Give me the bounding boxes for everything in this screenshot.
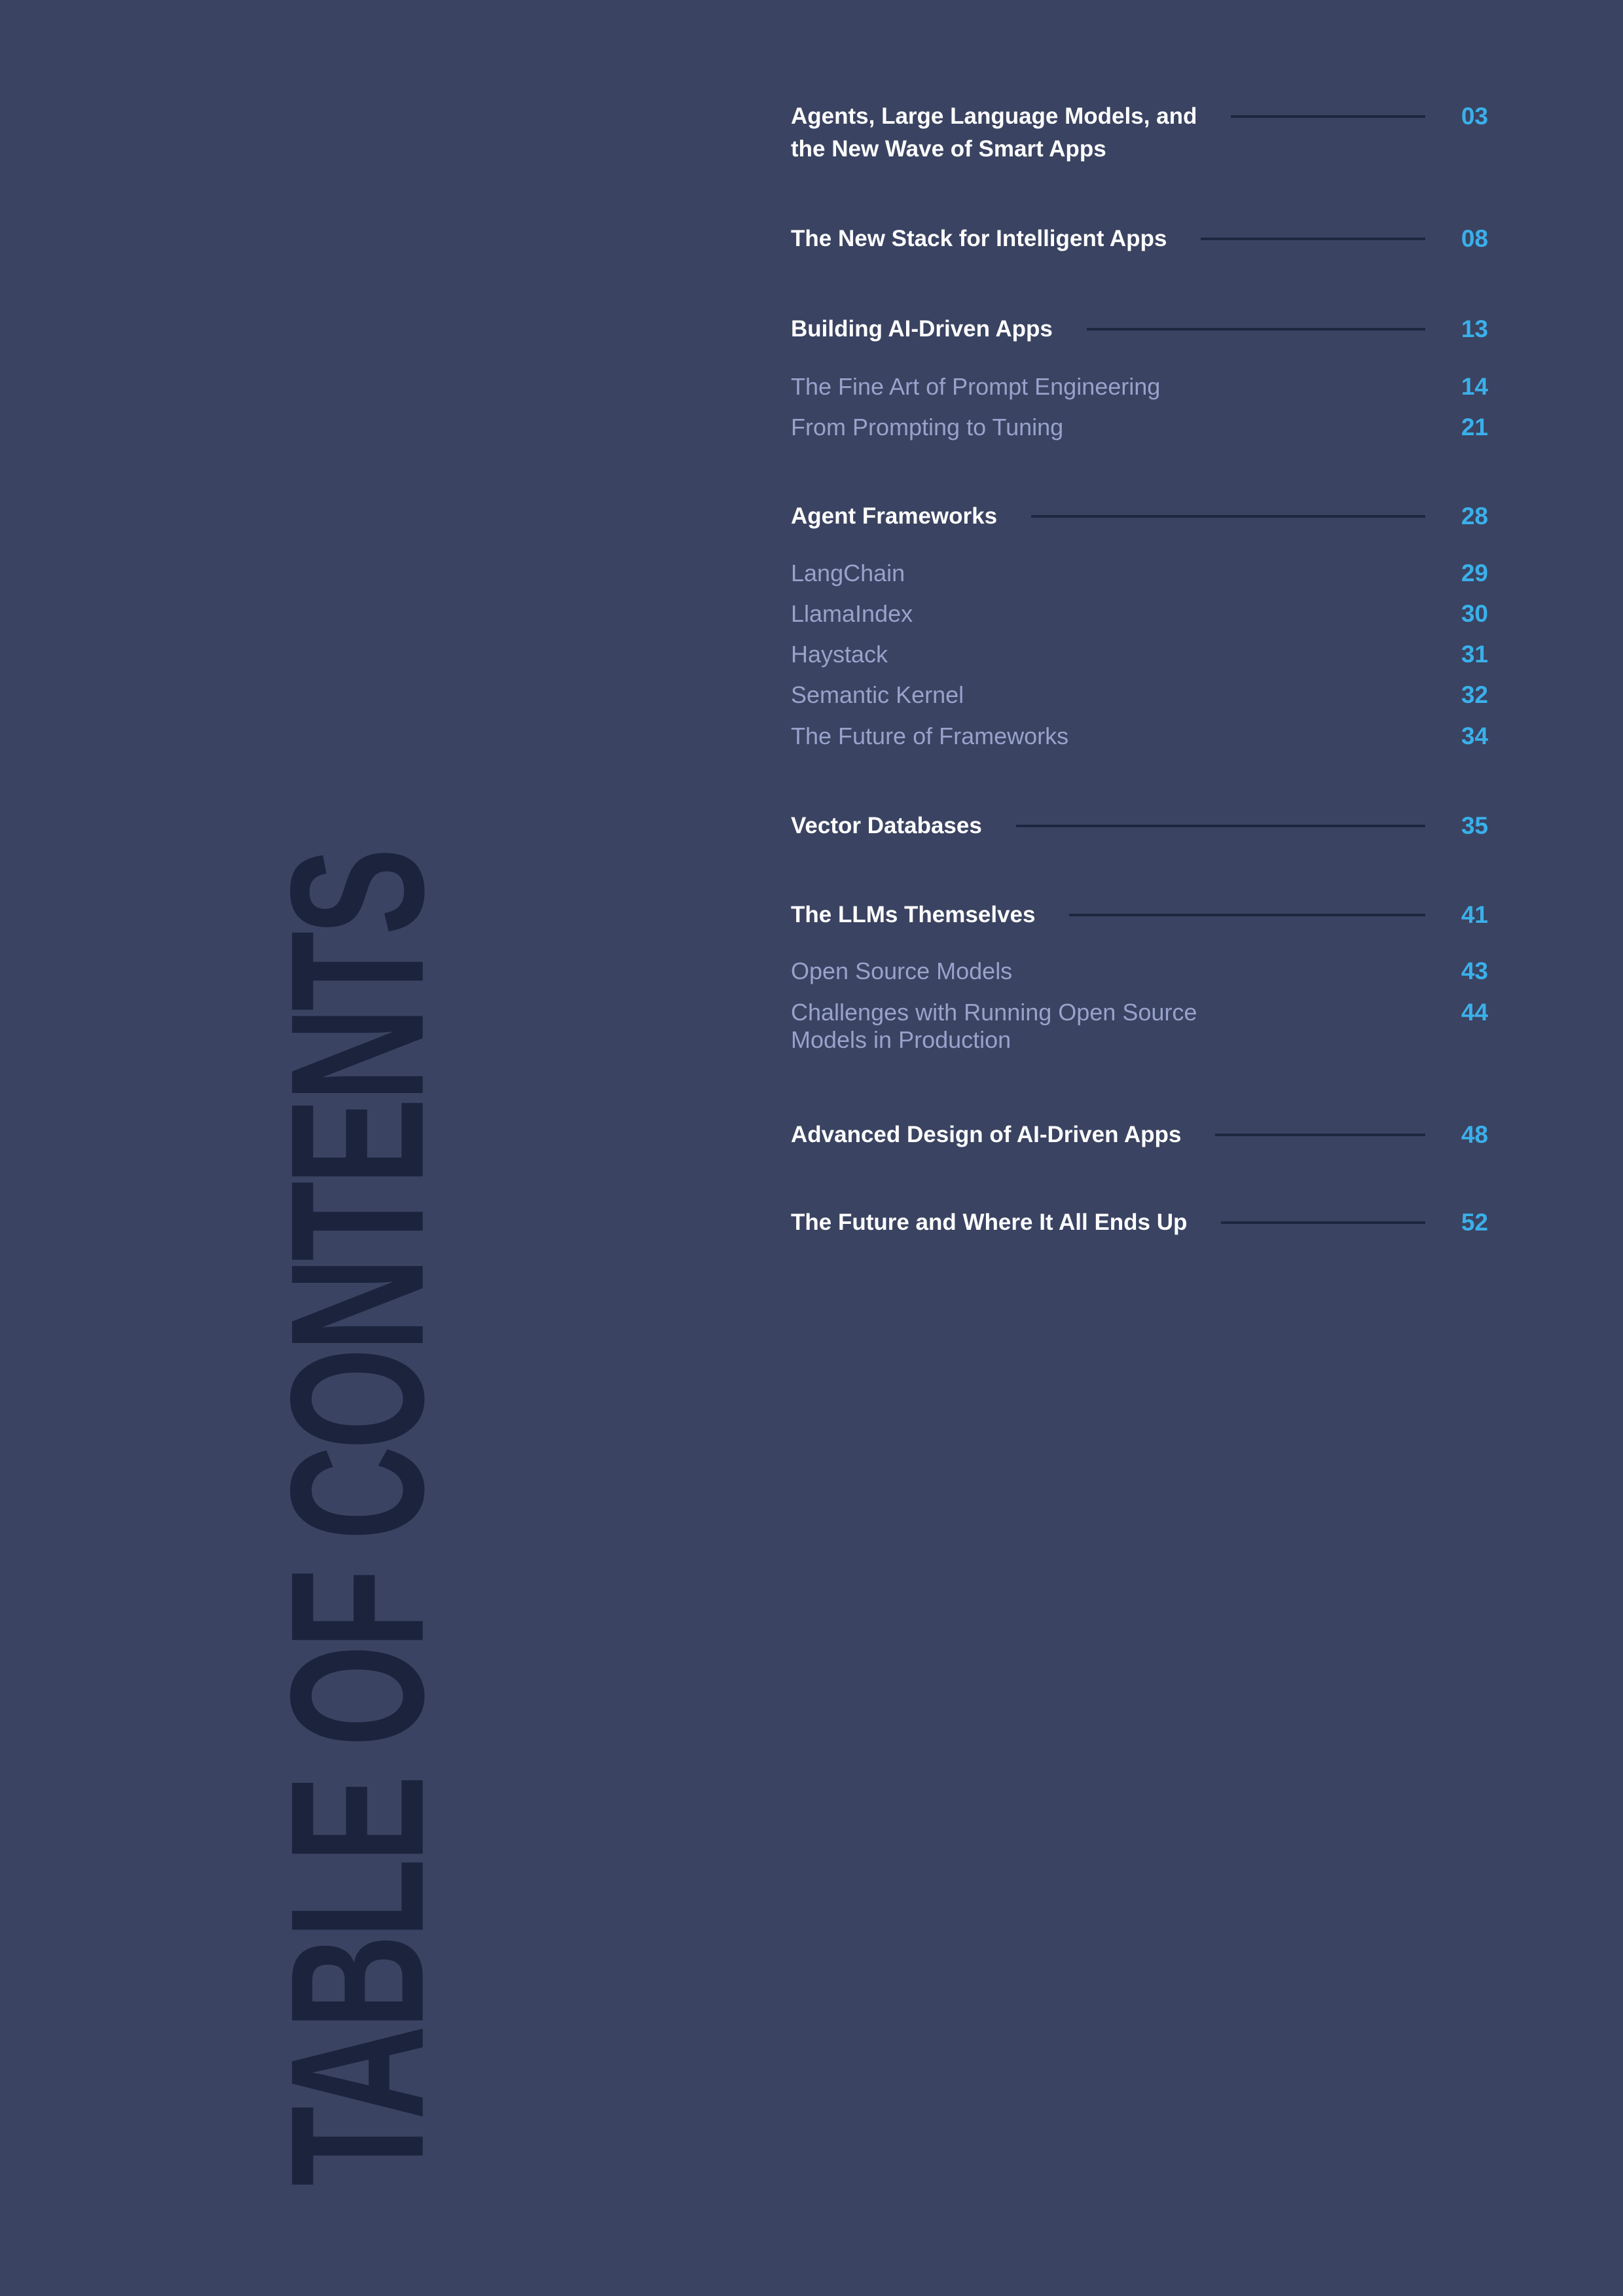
page-number: 21 [1461,414,1488,440]
toc-section-semantic-kernel[interactable] [791,681,1488,709]
toc-chapter-new-stack[interactable] [791,223,1488,255]
leader-rule [1215,1134,1425,1136]
chapter-title-line-2: the New Wave of Smart Apps [791,136,1106,162]
toc-chapter-llms-themselves[interactable] [791,899,1488,931]
page-number: 52 [1461,1209,1488,1236]
chapter-title-line-1: Agents, Large Language Models, and [791,103,1197,129]
section-title [791,999,1197,1054]
chapter-title: The Future and Where It All Ends Up [791,1210,1188,1235]
toc-chapter-agent-frameworks[interactable] [791,500,1488,533]
toc-chapter-vector-databases[interactable] [791,810,1488,842]
toc-section-challenges-open-source[interactable] [791,999,1488,1054]
section-title: The Fine Art of Prompt Engineering [791,373,1161,400]
toc-section-langchain[interactable] [791,560,1488,587]
leader-rule [1221,1221,1425,1224]
chapter-title: Building AI-Driven Apps [791,316,1053,342]
toc-chapter-building-ai-apps[interactable] [791,313,1488,346]
leader-rule [1231,115,1425,118]
page-title: TABLE OF CONTENTS [251,852,464,2186]
toc-section-llamaindex[interactable] [791,600,1488,628]
leader-rule [1201,238,1425,240]
chapter-title: Agent Frameworks [791,503,998,529]
page-number: 31 [1461,641,1488,668]
section-title: From Prompting to Tuning [791,414,1064,440]
toc-section-haystack[interactable] [791,641,1488,668]
page-number: 30 [1461,600,1488,627]
section-title-line-1: Challenges with Running Open Source [791,999,1197,1026]
leader-rule [1069,914,1425,916]
page-number: 13 [1461,315,1488,342]
toc-section-prompting-to-tuning[interactable] [791,414,1488,441]
toc-chapter-advanced-design[interactable] [791,1119,1488,1151]
page-number: 29 [1461,560,1488,586]
page-number: 35 [1461,812,1488,839]
table-of-contents [791,0,1488,2296]
section-title-line-2: Models in Production [791,1026,1012,1053]
leader-rule [1087,328,1425,331]
page-number: 28 [1461,503,1488,529]
leader-rule [1016,825,1425,827]
section-title: LlamaIndex [791,600,913,627]
page-number: 14 [1461,373,1488,400]
chapter-title [791,100,1197,166]
section-title: LangChain [791,560,905,586]
page-number: 34 [1461,723,1488,749]
toc-section-prompt-engineering[interactable] [791,373,1488,401]
section-title: Semantic Kernel [791,681,964,708]
toc-section-future-frameworks[interactable] [791,723,1488,750]
page-number: 32 [1461,681,1488,708]
toc-section-open-source-models[interactable] [791,958,1488,985]
toc-chapter-agents-llms[interactable] [791,100,1488,166]
toc-chapter-future-ends-up[interactable] [791,1206,1488,1239]
section-title: Open Source Models [791,958,1013,984]
chapter-title: Advanced Design of AI-Driven Apps [791,1122,1182,1147]
page-number: 03 [1461,103,1488,130]
page-number: 08 [1461,225,1488,252]
leader-rule [1031,515,1425,518]
section-title: Haystack [791,641,888,668]
chapter-title: Vector Databases [791,813,982,838]
chapter-title: The LLMs Themselves [791,902,1036,927]
chapter-title: The New Stack for Intelligent Apps [791,226,1167,251]
page-number: 41 [1461,901,1488,928]
page-number: 48 [1461,1121,1488,1148]
page-number: 44 [1461,999,1488,1026]
page-number: 43 [1461,958,1488,984]
section-title: The Future of Frameworks [791,723,1069,749]
